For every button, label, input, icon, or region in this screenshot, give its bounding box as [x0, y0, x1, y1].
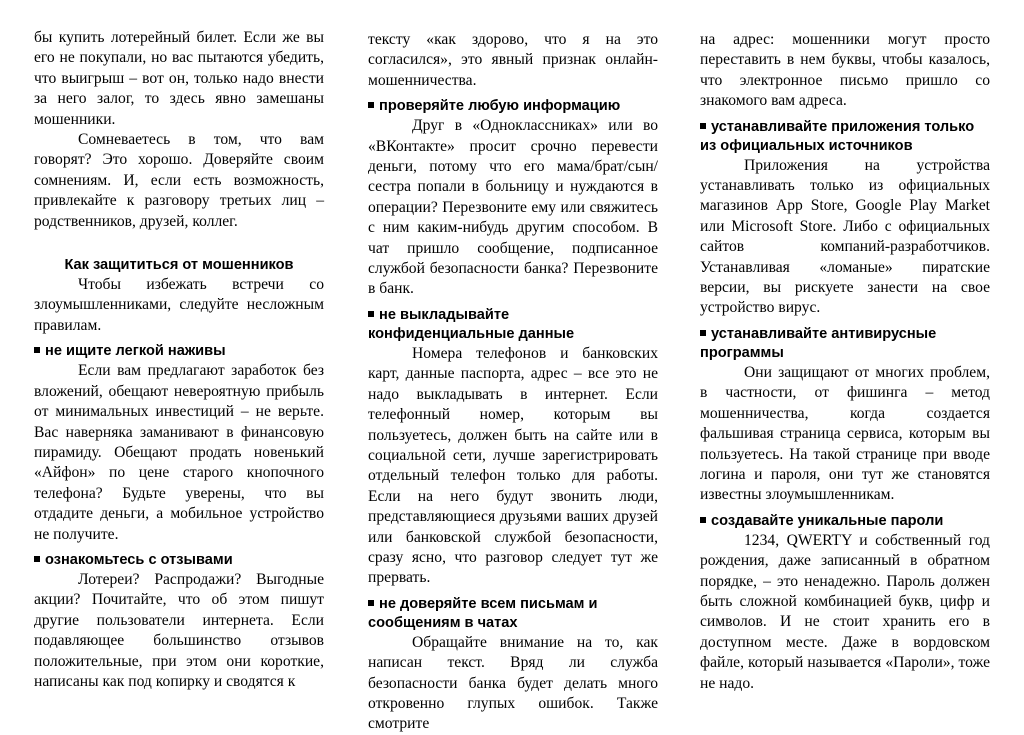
paragraph: Приложения на устройства устанавливать только из официальных магазинов App Store, Google Play Market или Microsoft Store. Либо с официальных сайтов компаний-разработчиков. Устанавливая «ломаные» пиратские версии, вы рискуете занести на свое устройство вирус.: [700, 156, 990, 317]
paragraph: Друг в «Одноклассниках» или во «ВКонтакте» просит срочно перевести деньги, потому что его мама/брат/сын/сестра попали в больницу и нуждаются в операции? Перезвоните ему или свяжитесь с ним каким-нибудь другим способом. В чат пришло сообщение, подписанное службой безопасности банка? Перезвоните в банк.: [368, 117, 658, 298]
rule-heading: [368, 306, 658, 344]
bullet-icon: [368, 600, 374, 606]
paragraph: тексту «как здорово, что я на это согласился», это явный признак онлайн-мошенничества.: [368, 31, 658, 89]
rule-heading-text: устанавливайте приложения только из официальных источников: [700, 118, 975, 154]
bullet-icon: [368, 102, 374, 108]
bullet-icon: [34, 556, 40, 562]
rule-heading-text: проверяйте любую информацию: [379, 98, 621, 115]
rule-heading-text: устанавливайте антивирусные программы: [700, 325, 937, 361]
bullet-icon: [368, 311, 374, 317]
rule-heading-text: создавайте уникальные пароли: [711, 512, 944, 529]
paragraph: на адрес: мошенники могут просто переставить в нем буквы, чтобы казалось, что электронное письмо пришло со знакомого вам адреса.: [700, 31, 990, 110]
rule-heading: [700, 325, 990, 363]
column-1: [34, 28, 324, 692]
rule-heading-text: не доверяйте всем письмам и сообщениям в чатах: [368, 595, 598, 631]
paragraph: Номера телефонов и банковских карт, данные паспорта, адрес – все это не надо выкладывать в интернет. Если телефонный номер, которым вы пользуетесь, должен быть на сайте или в социальной сети, лучше зарегистрировать отдельный телефон только для работы. Если на него будут звонить люди, представляющиеся друзьями ваших друзей или банковской службой безопасности, сразу ясно, что разговор следует тут же прервать.: [368, 344, 658, 587]
bullet-icon: [700, 123, 706, 129]
paragraph: Обращайте внимание на то, как написан текст. Вряд ли служба безопасности банка будет делать много откровенно глупых ошибок. Также смотрите: [368, 633, 658, 733]
rule-heading-text: не выкладывайте конфиденциальные данные: [368, 306, 575, 342]
rule-heading: [700, 512, 990, 531]
bullet-icon: [700, 330, 706, 336]
paragraph: бы купить лотерейный билет. Если же вы его не покупали, но вас пытаются убедить, что выигрыш – вот он, только надо внести за него залог, то здесь явно замешаны мошенники.: [34, 29, 324, 128]
rule-heading: [368, 97, 658, 116]
section-title: Как защититься от мошенников: [64, 257, 294, 274]
paragraph: Лотереи? Распродажи? Выгодные акции? Почитайте, что об этом пишут другие пользователи интернета. Если подавляющее большинство отзывов положительные, при этом они короткие, написаны как под копирку и сводятся к: [34, 570, 324, 690]
paragraph: Если вам предлагают заработок без вложений, обещают невероятную прибыль от минимальных инвестиций – не верьте. Вас наверняка заманивают в финансовую пирамиду. Обещают продать новенький «Айфон» по цене старого кнопочного телефона? Будьте уверены, что вы отдадите деньги, а мобильное устройство не получите.: [34, 362, 324, 543]
rule-heading: [34, 342, 324, 361]
column-2: [368, 30, 658, 735]
rule-heading: [368, 595, 658, 633]
bullet-icon: [34, 347, 40, 353]
rule-heading-text: ознакомьтесь с отзывами: [45, 551, 233, 568]
bullet-icon: [700, 517, 706, 523]
paragraph: Они защищают от многих проблем, в частности, от фишинга – метод мошенничества, когда создается фальшивая страница сервиса, которым вы пользуетесь. На такой странице при вводе логина и пароля, они тут же становятся известны злоумышленникам.: [700, 363, 990, 504]
rule-heading: [34, 551, 324, 570]
rule-heading: [700, 118, 990, 156]
column-3: [700, 30, 990, 694]
paragraph: Чтобы избежать встречи со злоумышленниками, следуйте несложным правилам.: [34, 276, 324, 334]
paragraph: Сомневаетесь в том, что вам говорят? Это хорошо. Доверяйте своим сомнениям. И, если есть возможность, привлекайте к разговору третьих лиц – родственников, друзей, коллег.: [34, 131, 324, 230]
rule-heading-text: не ищите легкой наживы: [45, 343, 226, 360]
paragraph: 1234, QWERTY и собственный год рождения, даже записанный в обратном порядке, – это ненадежно. Пароль должен быть сложной комбинацией букв, цифр и символов. И не стоит хранить его в доступном месте. Даже в вордовском файле, который называется «Пароли», тоже не надо.: [700, 531, 990, 692]
